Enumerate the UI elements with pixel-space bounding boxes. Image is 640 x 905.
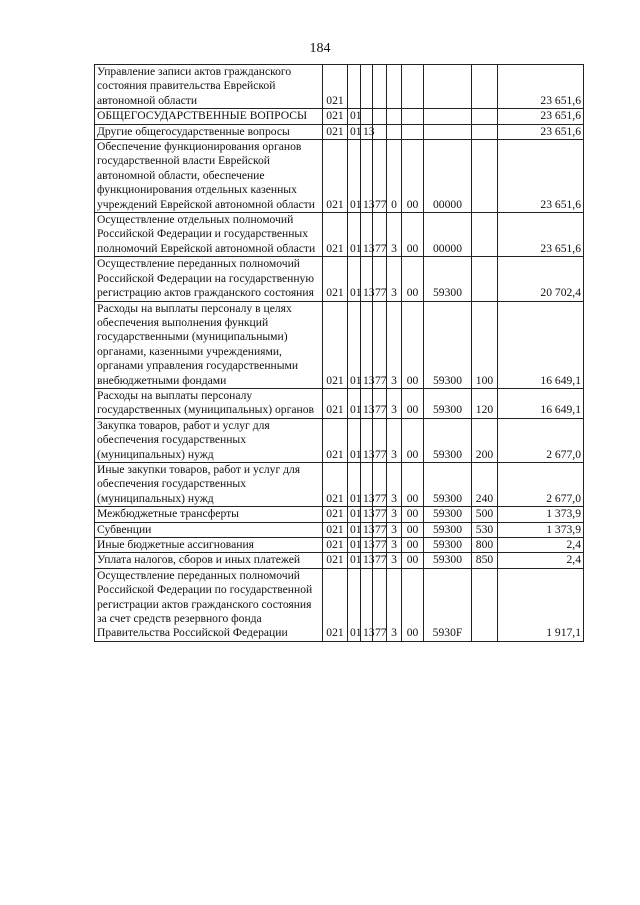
subsection-code: 13 (361, 553, 373, 568)
subprogram-code: 0 (387, 140, 402, 213)
admin-code: 021 (323, 522, 348, 537)
group-code (402, 124, 424, 139)
item-code (424, 109, 472, 124)
admin-code: 021 (323, 65, 348, 109)
amount: 23 651,6 (498, 109, 584, 124)
amount: 23 651,6 (498, 213, 584, 257)
subsection-code: 13 (361, 124, 373, 139)
row-name: Обеспечение функционирования органов государственной власти Еврейской автономной области, обеспечение функционирования отдельных казенных учреждений Еврейской автономной области (95, 140, 323, 213)
row-name: Осуществление переданных полномочий Российской Федерации на государственную регистрацию актов гражданского состояния (95, 257, 323, 301)
group-code: 00 (402, 507, 424, 522)
group-code: 00 (402, 553, 424, 568)
subprogram-code: 3 (387, 553, 402, 568)
section-code: 01 (348, 140, 361, 213)
admin-code: 021 (323, 462, 348, 506)
admin-code: 021 (323, 568, 348, 641)
table-row (95, 124, 584, 139)
group-code: 00 (402, 418, 424, 462)
amount: 2,4 (498, 538, 584, 553)
subprogram-code: 3 (387, 418, 402, 462)
amount: 16 649,1 (498, 301, 584, 388)
admin-code: 021 (323, 140, 348, 213)
subsection-code: 13 (361, 568, 373, 641)
section-code: 01 (348, 522, 361, 537)
group-code: 00 (402, 301, 424, 388)
subprogram-code (387, 109, 402, 124)
subprogram-code: 3 (387, 538, 402, 553)
subsection-code: 13 (361, 538, 373, 553)
amount: 16 649,1 (498, 388, 584, 418)
table-row (95, 109, 584, 124)
admin-code: 021 (323, 213, 348, 257)
section-code: 01 (348, 538, 361, 553)
row-name: Другие общегосударственные вопросы (95, 124, 323, 139)
section-code: 01 (348, 418, 361, 462)
subprogram-code: 3 (387, 462, 402, 506)
item-code: 59300 (424, 257, 472, 301)
subprogram-code: 3 (387, 522, 402, 537)
item-code: 59300 (424, 462, 472, 506)
subsection-code: 13 (361, 462, 373, 506)
amount: 1 917,1 (498, 568, 584, 641)
expense-type-code: 120 (472, 388, 498, 418)
item-code: 59300 (424, 301, 472, 388)
budget-table (94, 64, 584, 642)
group-code (402, 65, 424, 109)
item-code: 00000 (424, 140, 472, 213)
expense-type-code (472, 257, 498, 301)
subsection-code: 13 (361, 213, 373, 257)
admin-code: 021 (323, 553, 348, 568)
amount: 23 651,6 (498, 140, 584, 213)
subprogram-code (387, 65, 402, 109)
admin-code: 021 (323, 538, 348, 553)
expense-type-code (472, 124, 498, 139)
admin-code: 021 (323, 507, 348, 522)
subprogram-code: 3 (387, 213, 402, 257)
program-code (373, 109, 387, 124)
group-code: 00 (402, 568, 424, 641)
subsection-code: 13 (361, 388, 373, 418)
program-code: 77 (373, 140, 387, 213)
admin-code: 021 (323, 109, 348, 124)
page-number: 184 (309, 41, 331, 56)
expense-type-code: 200 (472, 418, 498, 462)
table-row (95, 388, 584, 418)
program-code: 77 (373, 388, 387, 418)
item-code: 00000 (424, 213, 472, 257)
expense-type-code: 100 (472, 301, 498, 388)
subprogram-code: 3 (387, 388, 402, 418)
subsection-code: 13 (361, 522, 373, 537)
row-name: Закупка товаров, работ и услуг для обеспечения государственных (муниципальных) нужд (95, 418, 323, 462)
item-code (424, 65, 472, 109)
subprogram-code: 3 (387, 507, 402, 522)
subsection-code: 13 (361, 140, 373, 213)
table-row (95, 213, 584, 257)
program-code: 77 (373, 213, 387, 257)
group-code: 00 (402, 213, 424, 257)
admin-code: 021 (323, 257, 348, 301)
group-code: 00 (402, 257, 424, 301)
program-code: 77 (373, 507, 387, 522)
program-code: 77 (373, 522, 387, 537)
group-code (402, 109, 424, 124)
item-code: 5930F (424, 568, 472, 641)
expense-type-code (472, 140, 498, 213)
section-code: 01 (348, 213, 361, 257)
section-code: 01 (348, 462, 361, 506)
item-code: 59300 (424, 553, 472, 568)
program-code: 77 (373, 301, 387, 388)
row-name: Управление записи актов гражданского состояния правительства Еврейской автономной области (95, 65, 323, 109)
subsection-code (361, 109, 373, 124)
row-name: Осуществление отдельных полномочий Российской Федерации и государственных полномочий Еврейской автономной области (95, 213, 323, 257)
section-code: 01 (348, 257, 361, 301)
section-code: 01 (348, 388, 361, 418)
section-code (348, 65, 361, 109)
subsection-code: 13 (361, 301, 373, 388)
subsection-code: 13 (361, 257, 373, 301)
program-code (373, 65, 387, 109)
row-name: Расходы на выплаты персоналу в целях обеспечения выполнения функций государственными (муниципальными) органами, казенными учреждениями, органами управления государственными внебюджетными фондами (95, 301, 323, 388)
row-name: Иные закупки товаров, работ и услуг для обеспечения государственных (муниципальных) нужд (95, 462, 323, 506)
amount: 23 651,6 (498, 124, 584, 139)
admin-code: 021 (323, 301, 348, 388)
group-code: 00 (402, 388, 424, 418)
program-code: 77 (373, 568, 387, 641)
expense-type-code (472, 65, 498, 109)
expense-type-code: 800 (472, 538, 498, 553)
program-code: 77 (373, 418, 387, 462)
table-row (95, 418, 584, 462)
subprogram-code: 3 (387, 301, 402, 388)
item-code: 59300 (424, 388, 472, 418)
table-row (95, 257, 584, 301)
row-name: Осуществление переданных полномочий Российской Федерации по государственной регистрации актов гражданского состояния за счет средств резервного фонда Правительства Российской Федерации (95, 568, 323, 641)
expense-type-code: 850 (472, 553, 498, 568)
program-code: 77 (373, 257, 387, 301)
table-row (95, 301, 584, 388)
item-code: 59300 (424, 418, 472, 462)
expense-type-code: 500 (472, 507, 498, 522)
section-code: 01 (348, 124, 361, 139)
table-row (95, 507, 584, 522)
section-code: 01 (348, 553, 361, 568)
expense-type-code (472, 213, 498, 257)
table-row (95, 140, 584, 213)
expense-type-code: 240 (472, 462, 498, 506)
amount: 20 702,4 (498, 257, 584, 301)
program-code: 77 (373, 553, 387, 568)
amount: 2 677,0 (498, 418, 584, 462)
row-name: Межбюджетные трансферты (95, 507, 323, 522)
table-row (95, 538, 584, 553)
row-name: Расходы на выплаты персоналу государственных (муниципальных) органов (95, 388, 323, 418)
subprogram-code: 3 (387, 568, 402, 641)
section-code: 01 (348, 301, 361, 388)
row-name: Уплата налогов, сборов и иных платежей (95, 553, 323, 568)
group-code: 00 (402, 538, 424, 553)
amount: 2 677,0 (498, 462, 584, 506)
row-name: Иные бюджетные ассигнования (95, 538, 323, 553)
program-code: 77 (373, 538, 387, 553)
table-row (95, 462, 584, 506)
group-code: 00 (402, 462, 424, 506)
group-code: 00 (402, 522, 424, 537)
item-code: 59300 (424, 538, 472, 553)
subsection-code: 13 (361, 507, 373, 522)
subsection-code (361, 65, 373, 109)
expense-type-code: 530 (472, 522, 498, 537)
amount: 2,4 (498, 553, 584, 568)
item-code: 59300 (424, 522, 472, 537)
program-code: 77 (373, 462, 387, 506)
item-code: 59300 (424, 507, 472, 522)
admin-code: 021 (323, 418, 348, 462)
amount: 23 651,6 (498, 65, 584, 109)
table-row (95, 65, 584, 109)
amount: 1 373,9 (498, 507, 584, 522)
row-name: Субвенции (95, 522, 323, 537)
table-row (95, 522, 584, 537)
row-name: ОБЩЕГОСУДАРСТВЕННЫЕ ВОПРОСЫ (95, 109, 323, 124)
subprogram-code: 3 (387, 257, 402, 301)
amount: 1 373,9 (498, 522, 584, 537)
expense-type-code (472, 109, 498, 124)
subprogram-code (387, 124, 402, 139)
section-code: 01 (348, 568, 361, 641)
item-code (424, 124, 472, 139)
section-code: 01 (348, 507, 361, 522)
table-row (95, 568, 584, 641)
subsection-code: 13 (361, 418, 373, 462)
group-code: 00 (402, 140, 424, 213)
table-row (95, 553, 584, 568)
admin-code: 021 (323, 388, 348, 418)
admin-code: 021 (323, 124, 348, 139)
expense-type-code (472, 568, 498, 641)
section-code: 01 (348, 109, 361, 124)
